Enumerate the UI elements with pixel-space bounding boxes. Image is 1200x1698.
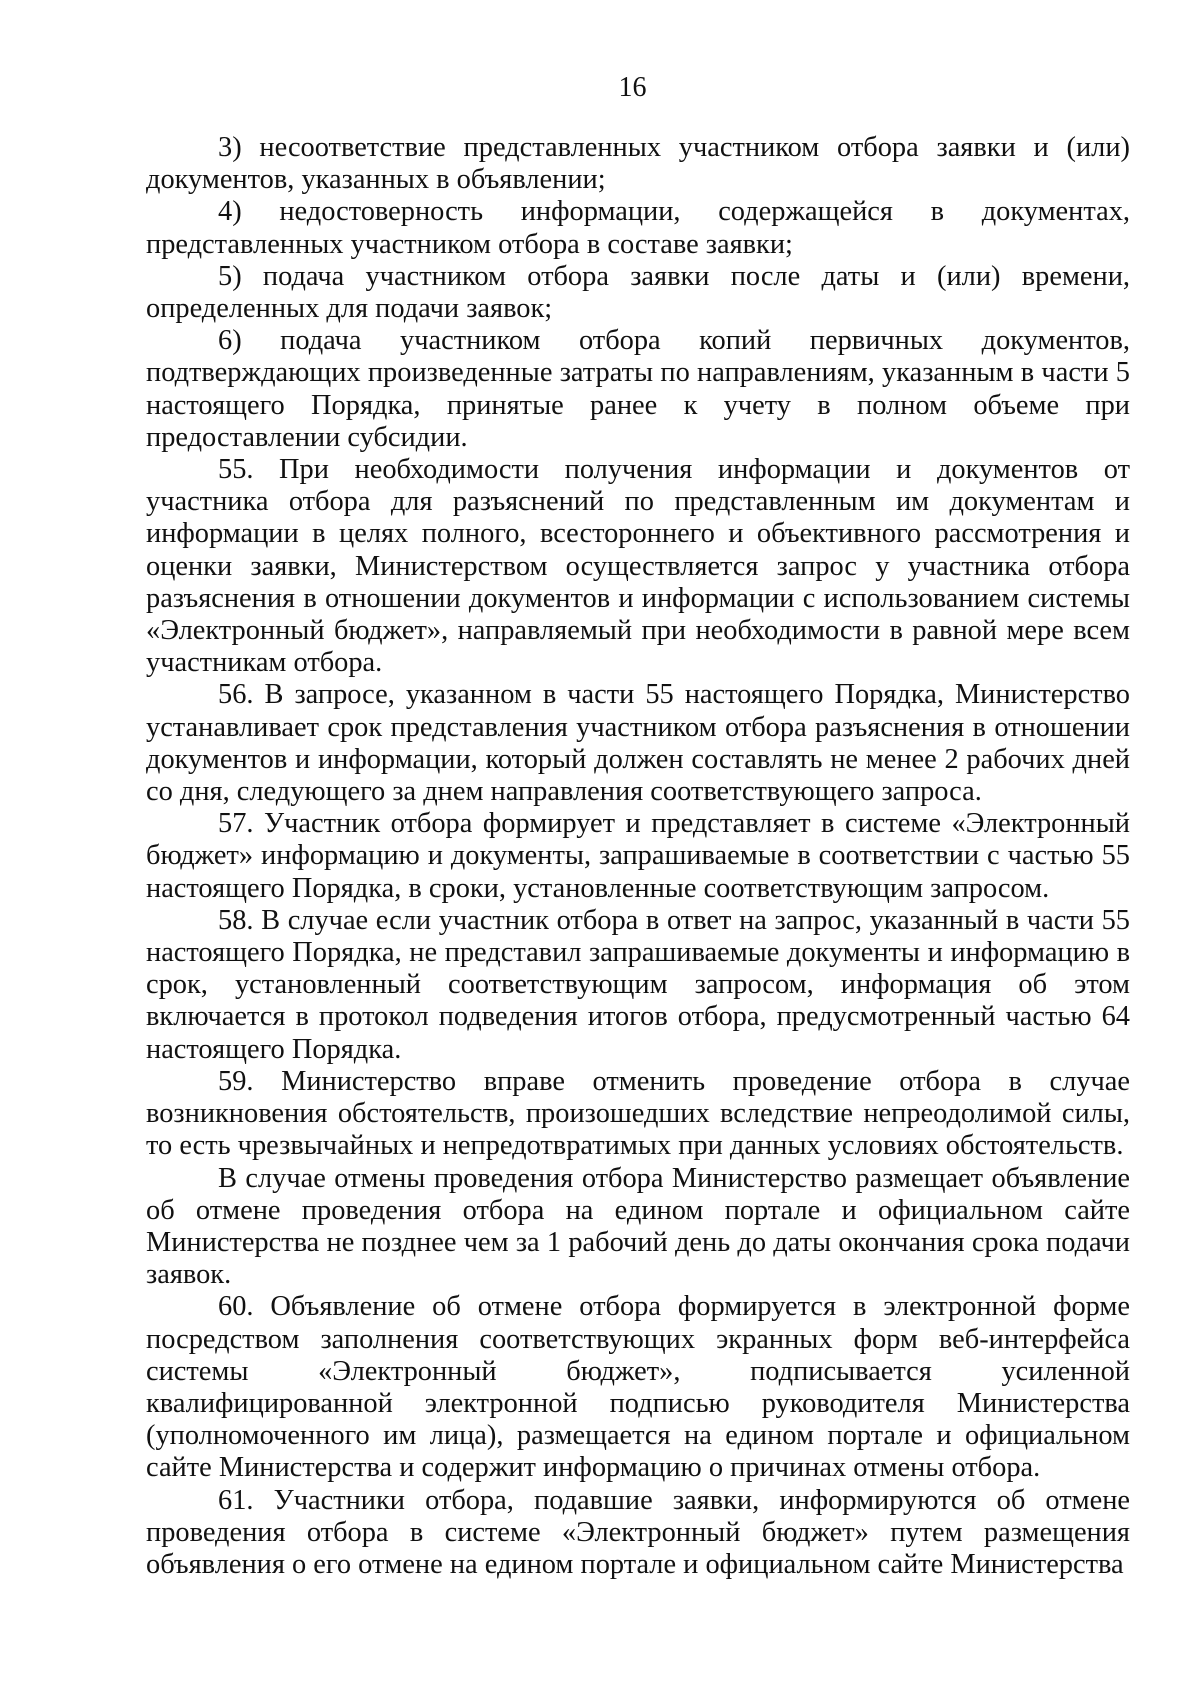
paragraph-59: 59. Министерство вправе отменить проведение отбора в случае возникновения обстоятельств, произошедших вследствие непреодолимой силы, то есть чрезвычайных и непредотвратимых при данных условиях обстоятельств. — [146, 1065, 1130, 1162]
paragraph-57: 57. Участник отбора формирует и представляет в системе «Электронный бюджет» информацию и документы, запрашиваемые в соответствии с частью 55 настоящего Порядка, в сроки, установленные соответствующим запросом. — [146, 808, 1130, 904]
document-body — [146, 132, 1130, 1581]
paragraph-55: 55. При необходимости получения информации и документов от участника отбора для разъяснений по представленным им документам и информации в целях полного, всестороннего и объективного рассмотрения и оценки заявки, Министерством осуществляется запрос у участника отбора разъяснения в отношении документов и информации с использованием системы «Электронный бюджет», направляемый при необходимости в равной мере всем участникам отбора. — [146, 454, 1130, 679]
paragraph-item-4: 4) недостоверность информации, содержащейся в документах, представленных участником отбора в составе заявки; — [146, 196, 1130, 260]
paragraph-61: 61. Участники отбора, подавшие заявки, информируются об отмене проведения отбора в системе «Электронный бюджет» путем размещения объявления о его отмене на едином портале и официальном сайте Министерства — [146, 1484, 1130, 1580]
paragraph-item-5: 5) подача участником отбора заявки после даты и (или) времени, определенных для подачи заявок; — [146, 260, 1130, 325]
paragraph-60: 60. Объявление об отмене отбора формируется в электронной форме посредством заполнения соответствующих экранных форм веб-интерфейса системы «Электронный бюджет», подписывается усиленной квалифицированной электронной подписью руководителя Министерства (уполномоченного им лица), размещается на едином портале и официальном сайте Министерства и содержит информацию о причинах отмены отбора. — [146, 1291, 1130, 1484]
paragraph-58: 58. В случае если участник отбора в ответ на запрос, указанный в части 55 настоящего Порядка, не представил запрашиваемые документы и информацию в срок, установленный соответствующим запросом, информация об этом включается в протокол подведения итогов отбора, предусмотренный частью 64 настоящего Порядка. — [146, 904, 1130, 1065]
paragraph-item-6: 6) подача участником отбора копий первичных документов, подтверждающих произведенные затраты по направлениям, указанным в части 5 настоящего Порядка, принятые ранее к учету в полном объеме при предоставлении субсидии. — [146, 325, 1130, 453]
paragraph-59-continuation: В случае отмены проведения отбора Министерство размещает объявление об отмене проведения отбора на едином портале и официальном сайте Министерства не позднее чем за 1 рабочий день до даты окончания срока подачи заявок. — [146, 1162, 1130, 1291]
paragraph-56: 56. В запросе, указанном в части 55 настоящего Порядка, Министерство устанавливает срок представления участником отбора разъяснения в отношении документов и информации, который должен составлять не менее 2 рабочих дней со дня, следующего за днем направления соответствующего запроса. — [146, 679, 1130, 808]
page-number: 16 — [618, 72, 647, 103]
paragraph-item-3: 3) несоответствие представленных участником отбора заявки и (или) документов, указанных в объявлении; — [146, 132, 1130, 196]
